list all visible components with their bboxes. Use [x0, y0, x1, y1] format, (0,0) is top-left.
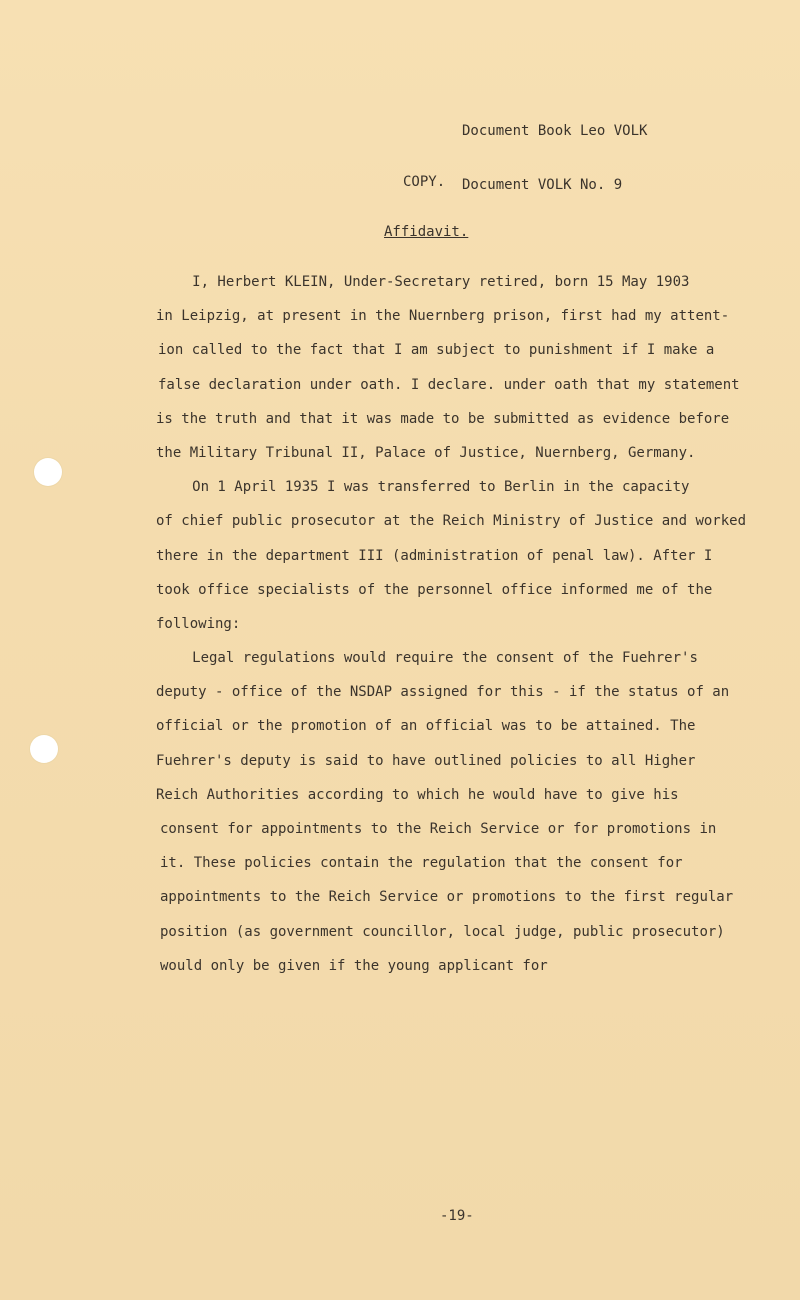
body-line: official or the promotion of an official was to be attained. The	[156, 718, 696, 735]
body-line: would only be given if the young applicant for	[160, 957, 548, 974]
body-line: On 1 April 1935 I was transferred to Berlin in the capacity	[150, 479, 690, 496]
punch-hole	[34, 458, 62, 486]
body-line: took office specialists of the personnel office informed me of the	[156, 581, 713, 598]
body-line: following:	[156, 615, 241, 632]
body-line: Fuehrer's deputy is said to have outlined policies to all Higher	[156, 752, 696, 769]
body-line: ion called to the fact that I am subject to punishment if I make a	[158, 342, 715, 359]
body-line: of chief public prosecutor at the Reich Ministry of Justice and worked	[156, 513, 747, 530]
body-line: position (as government councillor, local judge, public prosecutor)	[160, 923, 725, 940]
header-line-number: Document VOLK No. 9	[462, 177, 623, 193]
body-line: appointments to the Reich Service or promotions to the first regular	[160, 889, 734, 906]
body-line: there in the department III (administration of penal law). After I	[156, 547, 713, 564]
punch-hole	[30, 735, 58, 763]
body-line: is the truth and that it was made to be submitted as evidence before	[156, 410, 730, 427]
body-line: consent for appointments to the Reich Service or for promotions in	[160, 821, 717, 837]
body-line: deputy - office of the NSDAP assigned for this - if the status of an	[156, 684, 730, 701]
document-title: Affidavit.	[384, 224, 469, 240]
header-line-book: Document Book Leo VOLK	[462, 123, 648, 139]
body-line: in Leipzig, at present in the Nuernberg prison, first had my attent-	[156, 308, 730, 325]
document-body	[150, 265, 750, 983]
body-line: the Military Tribunal II, Palace of Justice, Nuernberg, Germany.	[156, 444, 696, 461]
document-header	[462, 86, 647, 230]
body-line: I, Herbert KLEIN, Under-Secretary retired, born 15 May 1903	[150, 274, 690, 290]
body-line: false declaration under oath. I declare. under oath that my statement	[158, 376, 740, 393]
body-line: it. These policies contain the regulation that the consent for	[160, 855, 683, 872]
page-number: -19-	[440, 1208, 474, 1224]
copy-label: COPY.	[403, 174, 446, 190]
body-line: Reich Authorities according to which he would have to give his	[156, 786, 679, 803]
body-line: Legal regulations would require the consent of the Fuehrer's	[150, 650, 698, 667]
